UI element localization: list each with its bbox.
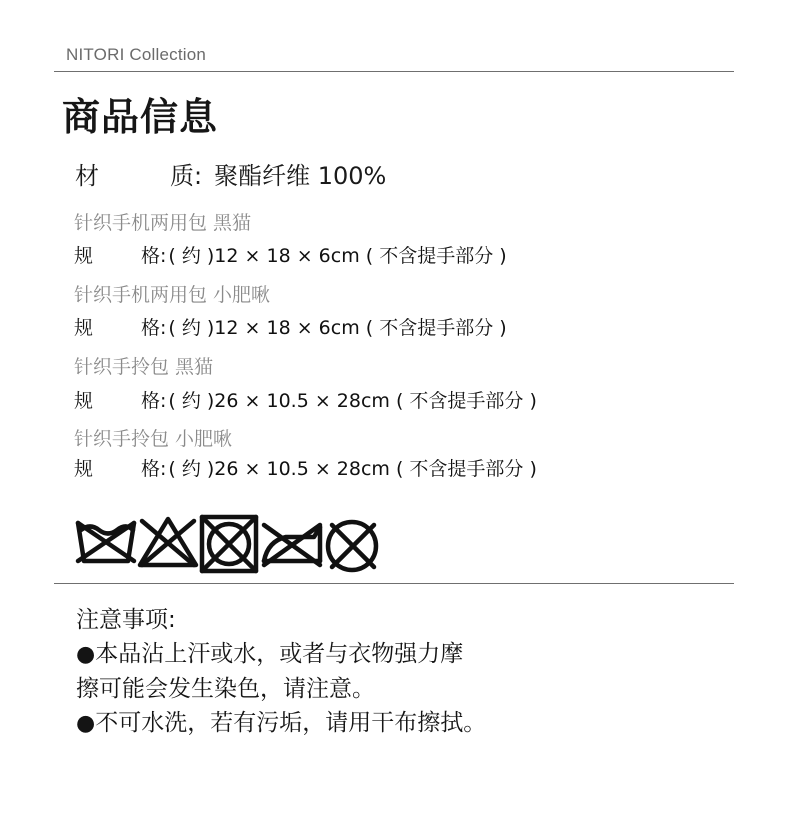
variant-name: 针织手机两用包 黑猫	[74, 212, 252, 234]
do-not-tumble-dry-icon	[202, 517, 256, 571]
spec-label-char-2: 格:	[141, 317, 167, 339]
spec-label-char-2: 格:	[141, 245, 167, 267]
variant-spec-row	[74, 454, 537, 481]
variant-spec-row	[74, 313, 507, 340]
do-not-dry-clean-icon	[328, 522, 376, 570]
material-value: 聚酯纤维 100%	[214, 162, 387, 190]
material-label-char-1: 材	[75, 162, 99, 190]
brand-label: NITORI Collection	[66, 45, 207, 64]
spec-label-char-2: 格:	[141, 458, 167, 480]
note-item	[76, 637, 486, 672]
note-text: 不可水洗，若有污垢，请用干布擦拭。	[95, 710, 487, 736]
care-icons-row	[74, 513, 394, 577]
spec-label-char-1: 规	[74, 390, 94, 412]
spec-label-char-1: 规	[74, 317, 94, 339]
spec-value: ( 约 )12 × 18 × 6cm ( 不含提手部分 )	[168, 317, 507, 339]
material-row	[75, 156, 386, 191]
note-text: 本品沾上汗或水，或者与衣物强力摩	[95, 641, 464, 667]
spec-value: ( 约 )26 × 10.5 × 28cm ( 不含提手部分 )	[168, 390, 537, 412]
spec-label-char-1: 规	[74, 245, 94, 267]
do-not-bleach-icon	[140, 519, 196, 565]
notes-block	[76, 603, 486, 741]
spec-label-char-1: 规	[74, 458, 94, 480]
spec-label-char-2: 格:	[141, 390, 167, 412]
page-title: 商品信息	[62, 95, 219, 139]
spec-value: ( 约 )26 × 10.5 × 28cm ( 不含提手部分 )	[168, 458, 537, 480]
bullet-icon: ●	[76, 711, 96, 736]
bullet-icon: ●	[76, 642, 96, 667]
variant-spec-row	[74, 241, 507, 268]
variant-spec-row	[74, 386, 537, 413]
spec-value: ( 约 )12 × 18 × 6cm ( 不含提手部分 )	[168, 245, 507, 267]
notes-title: 注意事项:	[76, 607, 176, 633]
do-not-iron-icon	[264, 525, 320, 565]
variant-name: 针织手机两用包 小肥啾	[74, 284, 271, 306]
note-text-continued: 擦可能会发生染色，请注意。	[76, 676, 375, 702]
note-item	[76, 706, 486, 741]
material-label-char-2: 质:	[170, 162, 203, 190]
do-not-wash-icon	[78, 523, 134, 561]
variant-name: 针织手拎包 黑猫	[74, 356, 214, 378]
top-divider	[54, 71, 734, 72]
variant-name: 针织手拎包 小肥啾	[74, 428, 233, 450]
bottom-divider	[54, 583, 734, 584]
